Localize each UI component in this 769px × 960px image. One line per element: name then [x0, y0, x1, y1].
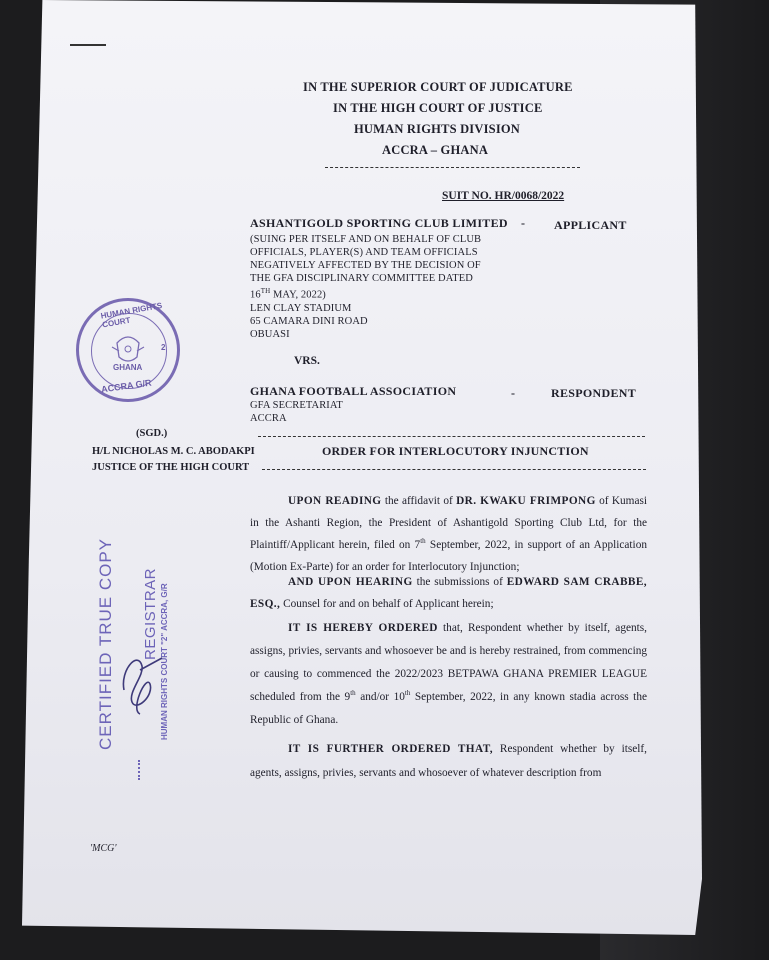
para1-name: DR. KWAKU FRIMPONG	[456, 495, 596, 507]
court-header-line-2: IN THE HIGH COURT OF JUSTICE	[333, 101, 543, 115]
court-header-line-3: HUMAN RIGHTS DIVISION	[354, 122, 521, 136]
versus-label: VRS.	[294, 355, 320, 367]
registrar-signature	[110, 640, 170, 720]
applicant-desc-line-4: THE GFA DISCIPLINARY COMMITTEE DATED	[250, 273, 473, 284]
para3-text-b: and/or 10	[355, 691, 405, 703]
paragraph-hereby-ordered	[250, 617, 647, 732]
header-divider	[325, 167, 580, 168]
respondent-address-line-1: GFA SECRETARIAT	[250, 400, 343, 411]
decision-day-suffix: TH	[260, 287, 271, 295]
registrar-stamp: REGISTRAR	[142, 567, 159, 660]
court-header-line-4: ACCRA – GHANA	[382, 143, 489, 157]
suit-number: SUIT NO. HR/0068/2022	[442, 190, 565, 202]
margin-mark	[70, 44, 106, 46]
applicant-name: ASHANTIGOLD SPORTING CLUB LIMITED	[250, 216, 508, 230]
para3-sup-2: th	[404, 689, 411, 698]
para2-lead: AND UPON HEARING	[288, 576, 413, 588]
para3-lead: IT IS HEREBY ORDERED	[288, 622, 438, 634]
stamp-dots	[138, 760, 142, 780]
paragraph-upon-reading	[250, 490, 647, 578]
seal-text-top: HUMAN RIGHTS COURT	[100, 300, 163, 330]
decision-month-year: MAY, 2022)	[270, 289, 326, 301]
order-title: ORDER FOR INTERLOCUTORY INJUNCTION	[322, 444, 589, 458]
registrar-court-stamp: HUMAN RIGHTS COURT "2" ACCRA, G/R	[160, 583, 169, 740]
para1-text-a: the affidavit of	[381, 495, 457, 507]
applicant-desc-line-3: NEGATIVELY AFFECTED BY THE DECISION OF	[250, 260, 481, 271]
para3-sup-1: th	[350, 689, 356, 698]
respondent-dash: -	[511, 386, 515, 400]
para1-text-b: of Kumasi in the Ashanti Region, the President of Ashantigold Sporting Club Ltd, for the Plaintiff/Applicant herein, filed on 7	[250, 495, 647, 551]
applicant-desc-line-2: OFFICIALS, PLAYER(S) AND TEAM OFFICIALS	[250, 247, 478, 258]
footer-reference: 'MCG'	[90, 843, 117, 854]
applicant-address-line-3: OBUASI	[250, 328, 290, 340]
para1-lead: UPON READING	[288, 495, 382, 507]
applicant-address-line-1: LEN CLAY STADIUM	[250, 302, 352, 314]
applicant-dash: -	[521, 216, 525, 230]
court-seal	[76, 298, 180, 402]
applicant-desc-line-1: (SUING PER ITSELF AND ON BEHALF OF CLUB	[250, 234, 482, 245]
respondent-address-line-2: ACCRA	[250, 413, 287, 424]
court-header-line-1: IN THE SUPERIOR COURT OF JUDICATURE	[303, 80, 573, 94]
signed-mark: (SGD.)	[136, 428, 168, 439]
para4-lead: IT IS FURTHER ORDERED THAT,	[288, 743, 494, 755]
applicant-desc-line-5	[250, 285, 481, 302]
para4-text-a: Respondent whether by itself, agents, assigns, privies, servants and whosoever of whatever description from	[250, 743, 647, 779]
paragraph-upon-hearing	[250, 571, 647, 615]
judge-divider-top	[258, 436, 645, 437]
seal-text-bottom: ACCRA G/R	[100, 377, 153, 395]
para1-text-c: September, 2022, in support of an Application (Motion Ex-Parte) for an order for Interlocutory Injunction;	[250, 539, 647, 573]
respondent-role: RESPONDENT	[551, 386, 637, 400]
para2-name: EDWARD SAM CRABBE, ESQ.,	[250, 576, 647, 610]
decision-day: 16	[250, 289, 261, 301]
seal-text-middle: GHANA	[113, 363, 143, 372]
applicant-role: APPLICANT	[554, 218, 627, 232]
para2-text-b: Counsel for and on behalf of Applicant herein;	[280, 598, 494, 610]
para3-text-c: September, 2022, in any known stadia across the Republic of Ghana.	[250, 691, 647, 726]
judge-divider-bottom	[262, 469, 646, 470]
respondent-address	[250, 399, 343, 425]
judge-title: JUSTICE OF THE HIGH COURT	[92, 462, 250, 473]
seal-text-number: 2	[161, 343, 166, 352]
respondent-name: GHANA FOOTBALL ASSOCIATION	[250, 384, 457, 398]
judge-name: H/L NICHOLAS M. C. ABODAKPI	[92, 446, 255, 457]
applicant-description	[250, 233, 481, 341]
paragraph-further-ordered	[250, 737, 647, 785]
certified-true-copy-stamp: CERTIFIED TRUE COPY	[96, 537, 115, 750]
para2-text-a: the submissions of	[412, 576, 507, 588]
applicant-address-line-2: 65 CAMARA DINI ROAD	[250, 315, 368, 327]
para1-sup: th	[420, 537, 426, 546]
para3-text-a: that, Respondent whether by itself, agents, assigns, privies, servants and whosoever be and is hereby restrained, from commencing or causing to commenced the 2022/2023 BETPAWA GHANA PREMIER LEAGUE scheduled from the 9	[250, 622, 647, 703]
